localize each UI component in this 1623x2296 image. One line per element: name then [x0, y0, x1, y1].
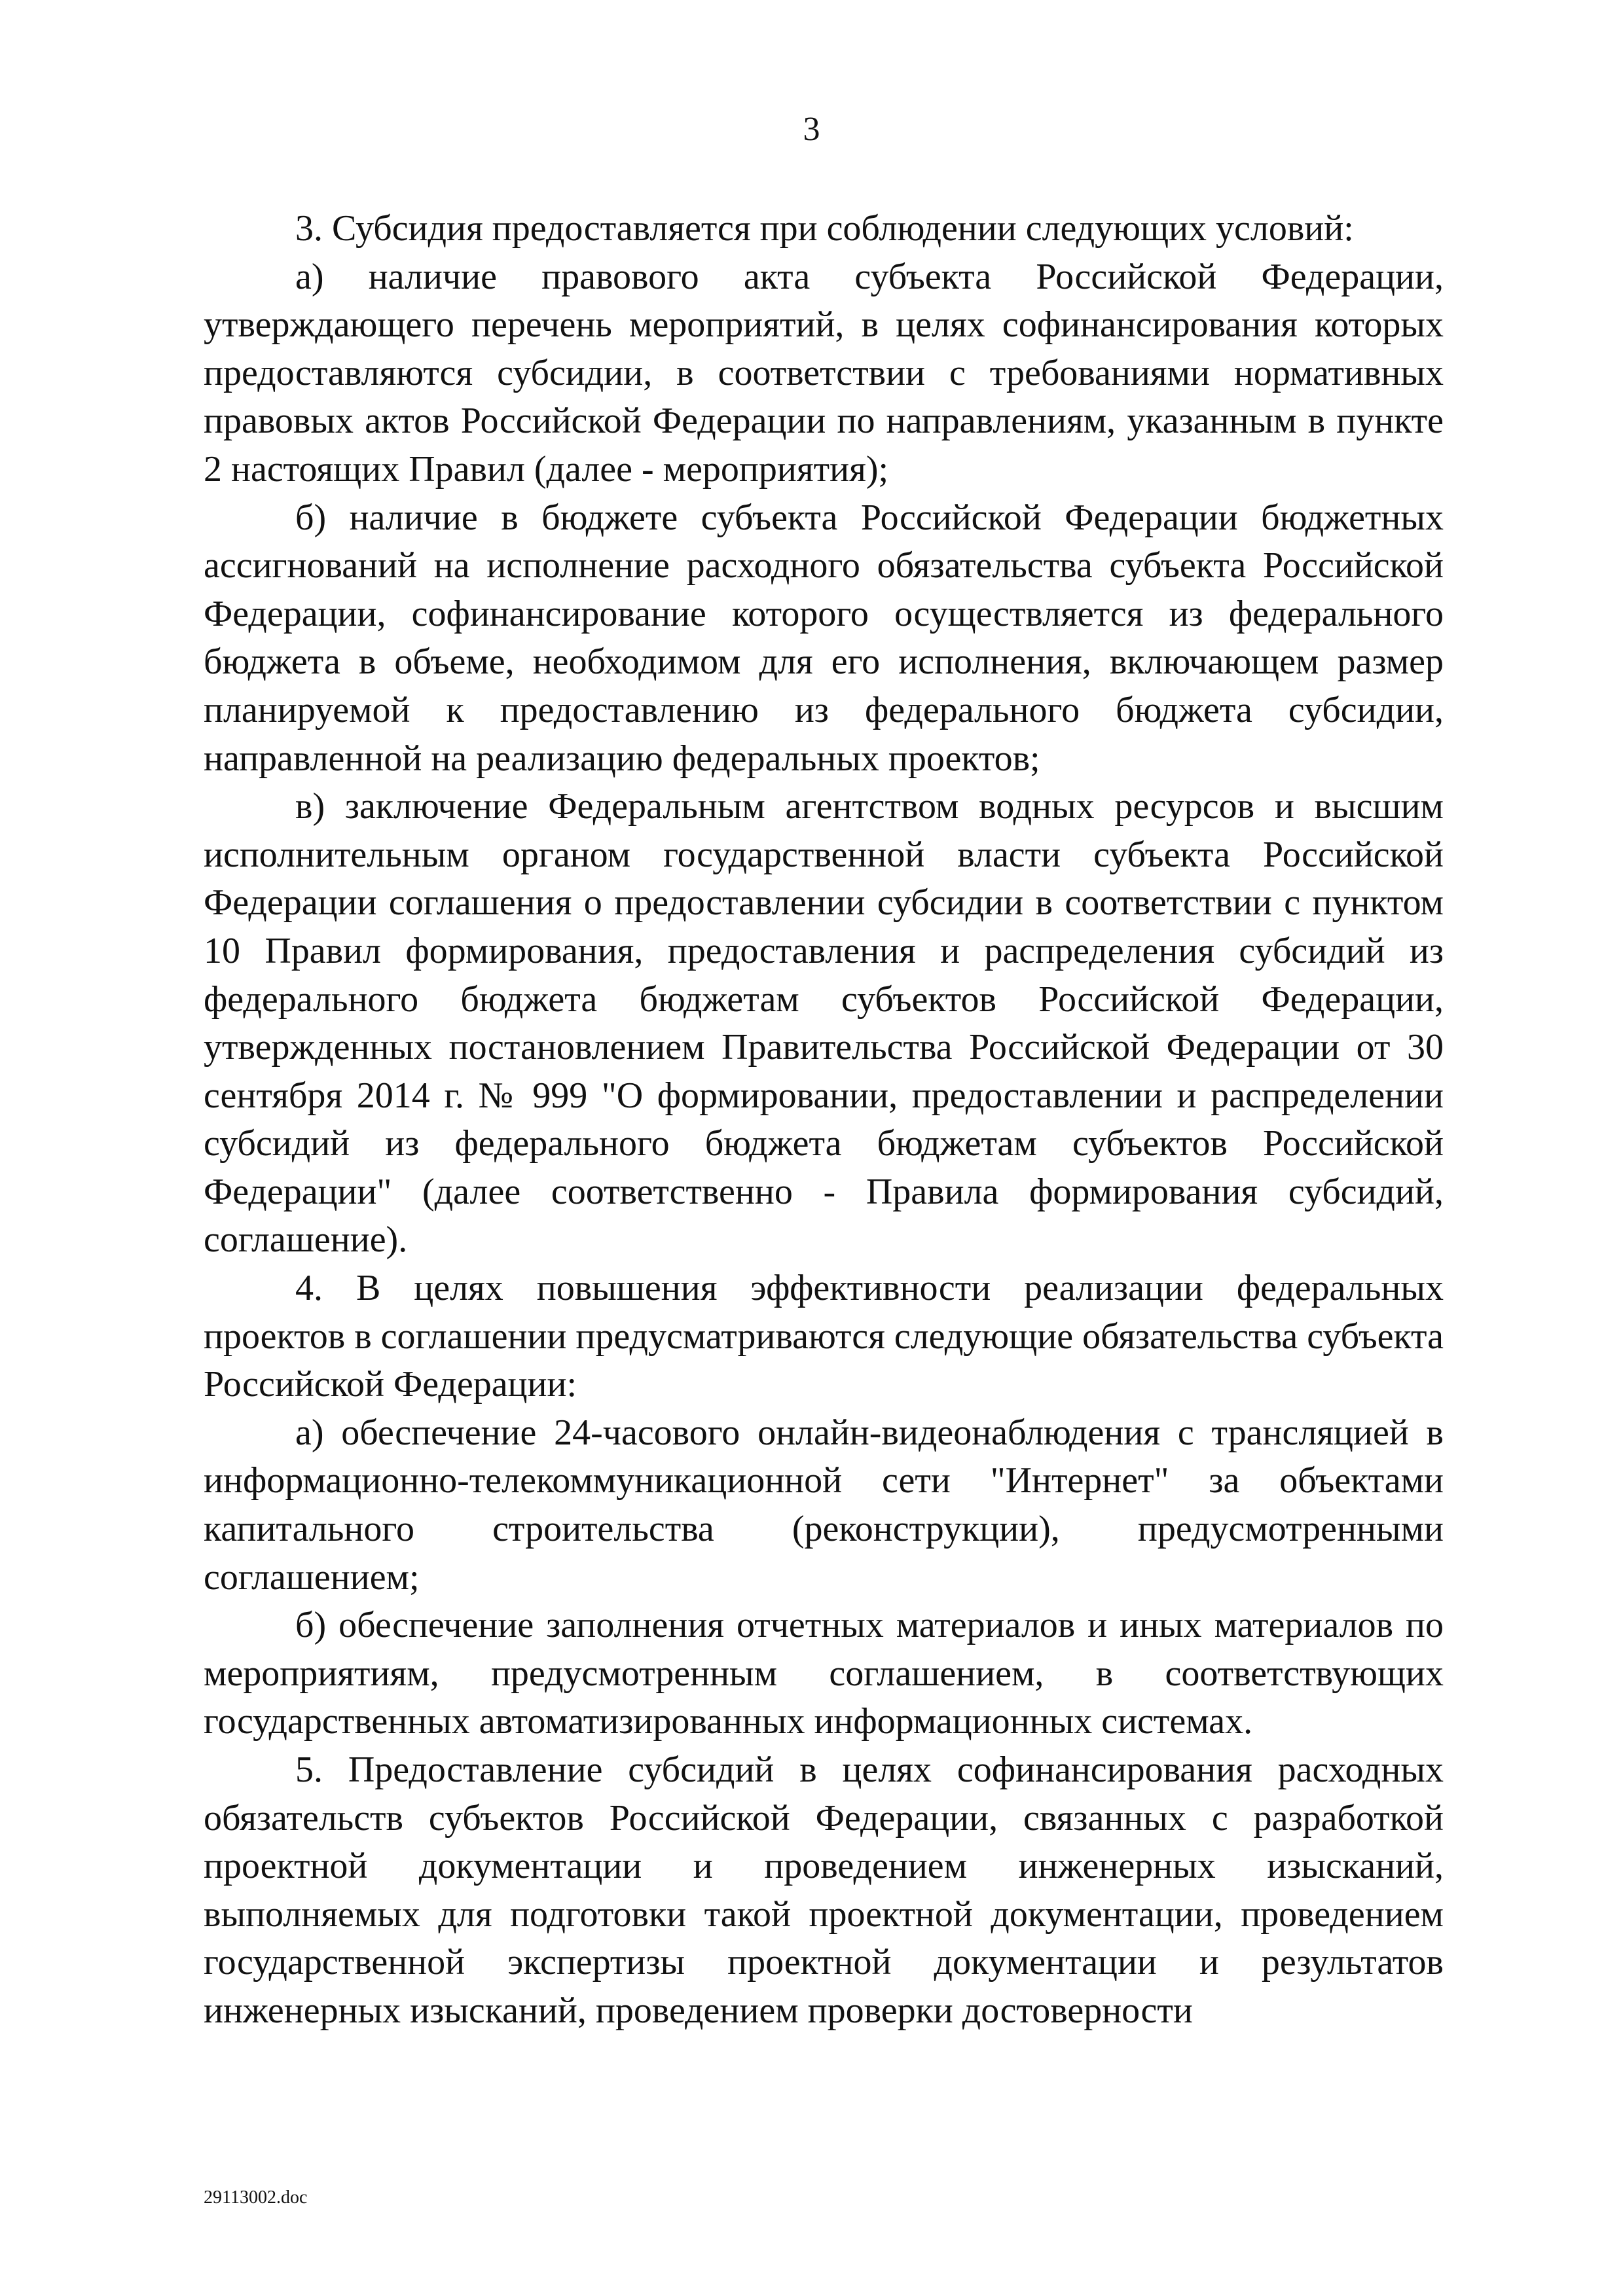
footer-file-code: 29113002.doc: [204, 2187, 308, 2208]
document-body: [204, 205, 1444, 2036]
paragraph-clause-3a: а) наличие правового акта субъекта Российской Федерации, утверждающего перечень мероприятий, в целях софинансирования которых предоставляются субсидии, в соответствии с требованиями нормативных правовых актов Российской Федерации по направлениям, указанным в пункте 2 настоящих Правил (далее - мероприятия);: [204, 256, 1444, 490]
page-number: 3: [803, 111, 820, 148]
paragraph-clause-4a: а) обеспечение 24-часового онлайн-видеонаблюдения с трансляцией в информационно-телекоммуникационной сети "Интернет" за объектами капитального строительства (реконструкции), предусмотренными соглашением;: [204, 1412, 1444, 1598]
paragraph-clause-3: 3. Субсидия предоставляется при соблюдении следующих условий:: [295, 208, 1354, 249]
paragraph-clause-5: 5. Предоставление субсидий в целях софинансирования расходных обязательств субъектов Российской Федерации, связанных с разработкой проектной документации и проведением инженерных изысканий, выполняемых для подготовки такой проектной документации, проведением государственной экспертизы проектной документации и результатов инженерных изысканий, проведением проверки достоверности: [204, 1749, 1444, 2031]
paragraph-clause-3v: в) заключение Федеральным агентством водных ресурсов и высшим исполнительным органом государственной власти субъекта Российской Федерации соглашения о предоставлении субсидии в соответствии с пунктом 10 Правил формирования, предоставления и распределения субсидий из федерального бюджета бюджетам субъектов Российской Федерации, утвержденных постановлением Правительства Российской Федерации от 30 сентября 2014 г. № 999 "О формировании, предоставлении и распределении субсидий из федерального бюджета бюджетам субъектов Российской Федерации" (далее соответственно - Правила формирования субсидий, соглашение).: [204, 786, 1444, 1261]
paragraph-clause-3b: б) наличие в бюджете субъекта Российской Федерации бюджетных ассигнований на исполнение расходного обязательства субъекта Российской Федерации, софинансирование которого осуществляется из федерального бюджета в объеме, необходимом для его исполнения, включающем размер планируемой к предоставлению из федерального бюджета субсидии, направленной на реализацию федеральных проектов;: [204, 497, 1444, 779]
paragraph-clause-4b: б) обеспечение заполнения отчетных материалов и иных материалов по мероприятиям, предусмотренным соглашением, в соответствующих государственных автоматизированных информационных системах.: [204, 1605, 1444, 1742]
paragraph-clause-4: 4. В целях повышения эффективности реализации федеральных проектов в соглашении предусматриваются следующие обязательства субъекта Российской Федерации:: [204, 1268, 1444, 1405]
